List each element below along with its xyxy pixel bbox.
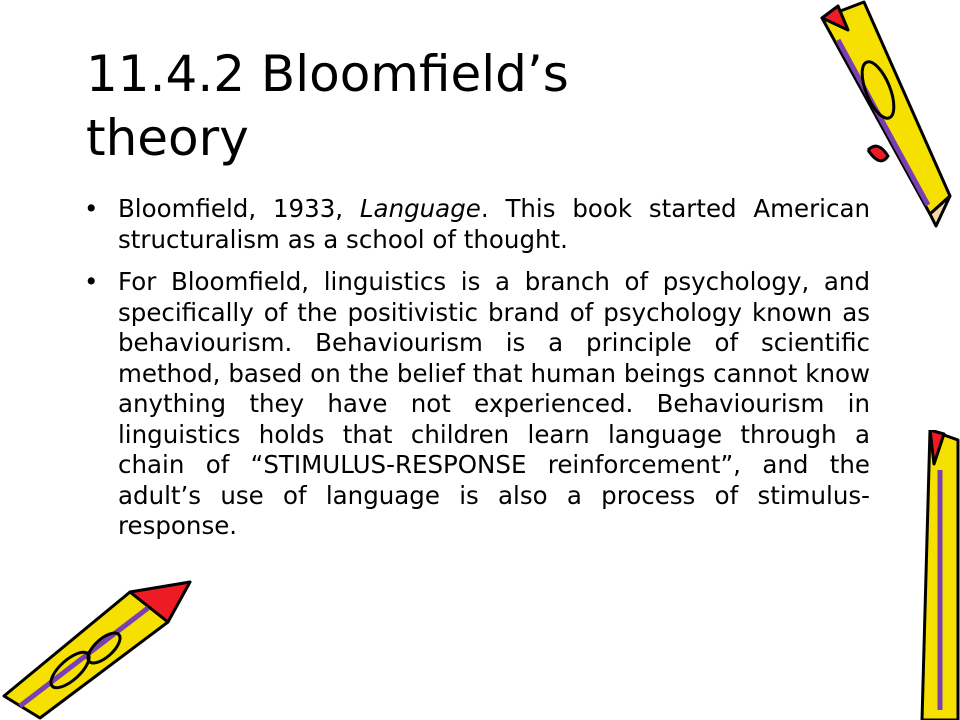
slide-title — [86, 42, 726, 170]
bullet-text: For Bloomfield, linguistics is a branch of psychology, and specifically of the positivistic brand of psychology known as behaviourism. Behaviourism is a principle of scientific method, based on the belief that human beings cannot know anything they have not experienced. Behaviourism in linguistics holds that children learn language through a chain of “STIMULUS-RESPONSE reinforcement”, and the adult’s use of language is also a process of stimulus-response. — [118, 267, 870, 540]
title-line-2: theory — [86, 109, 249, 167]
pencil-bottom-left-icon — [0, 578, 200, 720]
bullet-icon: • — [84, 267, 99, 296]
pencil-right-edge-icon — [900, 430, 960, 720]
bullet-list — [84, 194, 870, 554]
bullet-item — [84, 194, 870, 255]
bullet-text-post: . This book started American structuralism as a school of thought. — [118, 194, 870, 254]
bullet-icon: • — [84, 194, 99, 223]
book-title: Language — [359, 194, 481, 223]
title-line-1: 11.4.2 Bloomfield’s — [86, 45, 569, 103]
bullet-item — [84, 267, 870, 542]
bullet-text-pre: Bloomfield, 1933, — [118, 194, 360, 223]
